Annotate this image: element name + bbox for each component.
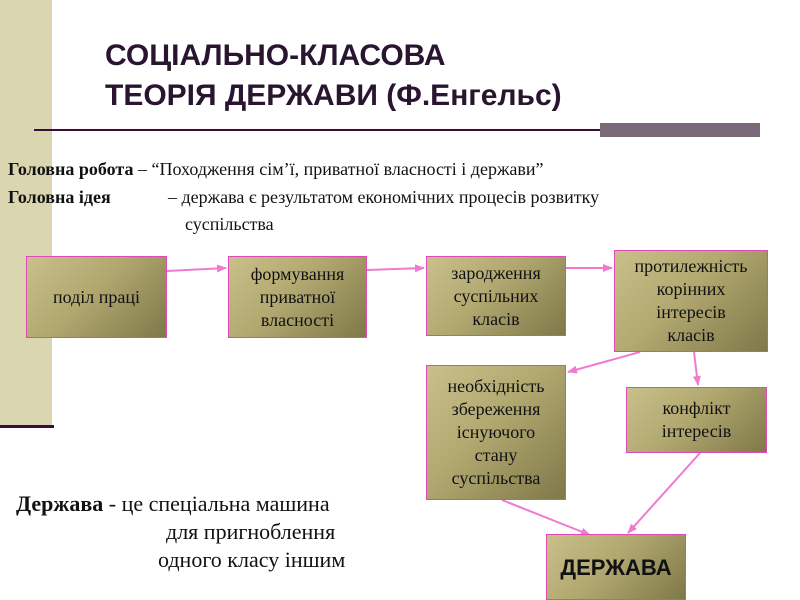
node-division-of-labor: поділ праці xyxy=(26,256,167,338)
node-preserve-necessity: необхідність збереження існуючого стану суспільства xyxy=(426,365,566,500)
definition-line-2: для пригноблення xyxy=(166,519,336,544)
main-idea-text-1: – держава є результатом економічних процесів розвитку xyxy=(168,187,600,207)
arrow-necessity-to-state xyxy=(502,500,590,535)
node-social-classes: зародження суспільних класів xyxy=(426,256,566,336)
node-state: ДЕРЖАВА xyxy=(546,534,686,600)
definition-text-1: - це спеціальна машина xyxy=(103,491,330,516)
arrow-opposition-to-necessity xyxy=(568,352,640,372)
main-idea-text-2: суспільства xyxy=(185,214,274,234)
arrow-conflict-to-state xyxy=(628,453,700,533)
definition-term: Держава xyxy=(16,491,104,516)
arrow-property-to-classes xyxy=(367,268,424,270)
title-line-2: ТЕОРІЯ ДЕРЖАВИ (Ф.Енгельс) xyxy=(105,79,562,112)
node-interest-conflict: конфлікт інтересів xyxy=(626,387,767,453)
node-private-property: формування приватної власності xyxy=(228,256,367,338)
arrow-opposition-to-conflict xyxy=(694,352,698,385)
arrow-division-to-property xyxy=(167,268,226,271)
node-class-opposition: протилежність корінних інтересів класів xyxy=(614,250,768,352)
title-line-1: СОЦІАЛЬНО-КЛАСОВА xyxy=(105,39,446,72)
main-idea-label: Головна ідея xyxy=(8,187,111,207)
state-definition xyxy=(16,490,345,574)
main-work-label: Головна робота xyxy=(8,159,134,179)
main-work-text: – “Походження сім’ї, приватної власності і держави” xyxy=(133,159,544,179)
definition-line-3: одного класу іншим xyxy=(158,547,346,572)
definition-line-1 xyxy=(16,490,345,518)
